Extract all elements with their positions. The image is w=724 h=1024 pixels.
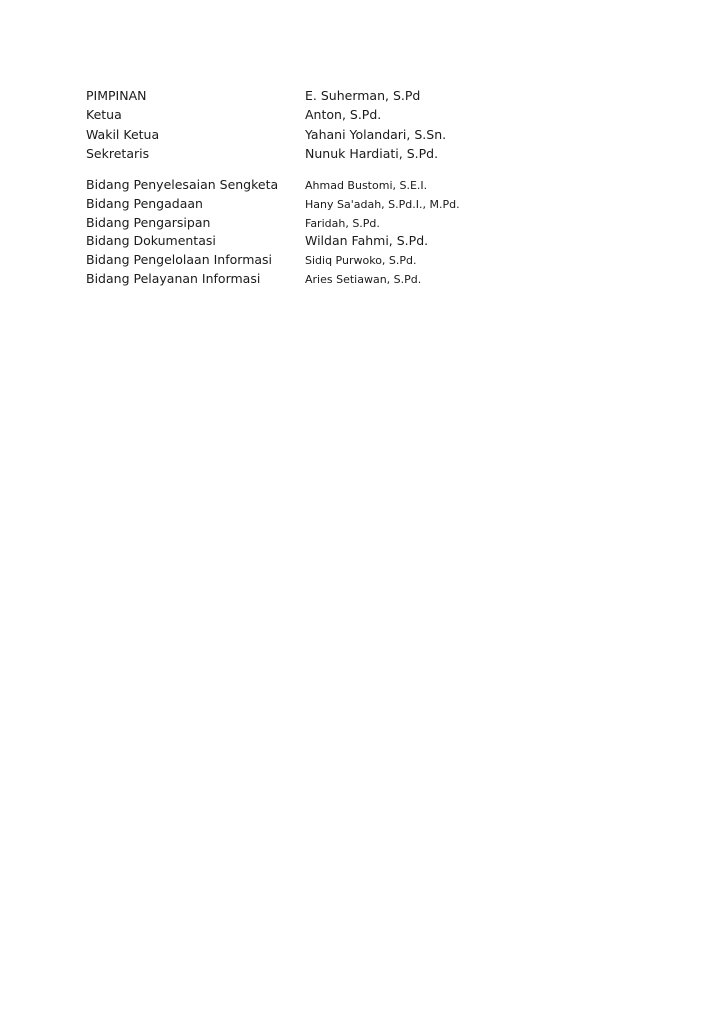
list-item [86,107,646,126]
list-item [86,177,646,196]
list-item [86,88,646,107]
person-name: Yahani Yolandari, S.Sn. [305,126,447,142]
role-label: Ketua [86,107,122,123]
person-name: Hany Sa'adah, S.Pd.I., M.Pd. [305,197,460,211]
person-name: Ahmad Bustomi, S.E.I. [305,179,428,192]
division-label: Bidang Dokumentasi [86,233,216,249]
list-item [86,271,646,290]
role-label: Sekretaris [86,146,150,162]
division-label: Bidang Pengadaan [86,195,203,211]
person-name: Anton, S.Pd. [305,107,382,123]
leadership-list [86,88,646,166]
role-label: PIMPINAN [86,88,147,103]
division-label: Bidang Pengelolaan Informasi [86,252,273,268]
person-name: Aries Setiawan, S.Pd. [305,272,422,286]
list-item [86,233,646,252]
person-name: Faridah, S.Pd. [305,216,380,230]
list-item [86,146,646,165]
role-label: Wakil Ketua [86,126,160,142]
division-label: Bidang Penyelesaian Sengketa [86,177,279,192]
list-item [86,196,646,215]
division-label: Bidang Pelayanan Informasi [86,270,261,286]
list-item [86,252,646,271]
list-item [86,127,646,146]
person-name: Wildan Fahmi, S.Pd. [305,233,429,249]
person-name: Sidiq Purwoko, S.Pd. [305,254,417,268]
person-name: Nunuk Hardiati, S.Pd. [305,146,439,162]
person-name: E. Suherman, S.Pd [305,88,421,103]
list-item [86,215,646,234]
division-label: Bidang Pengarsipan [86,214,211,230]
divisions-list [86,177,646,290]
